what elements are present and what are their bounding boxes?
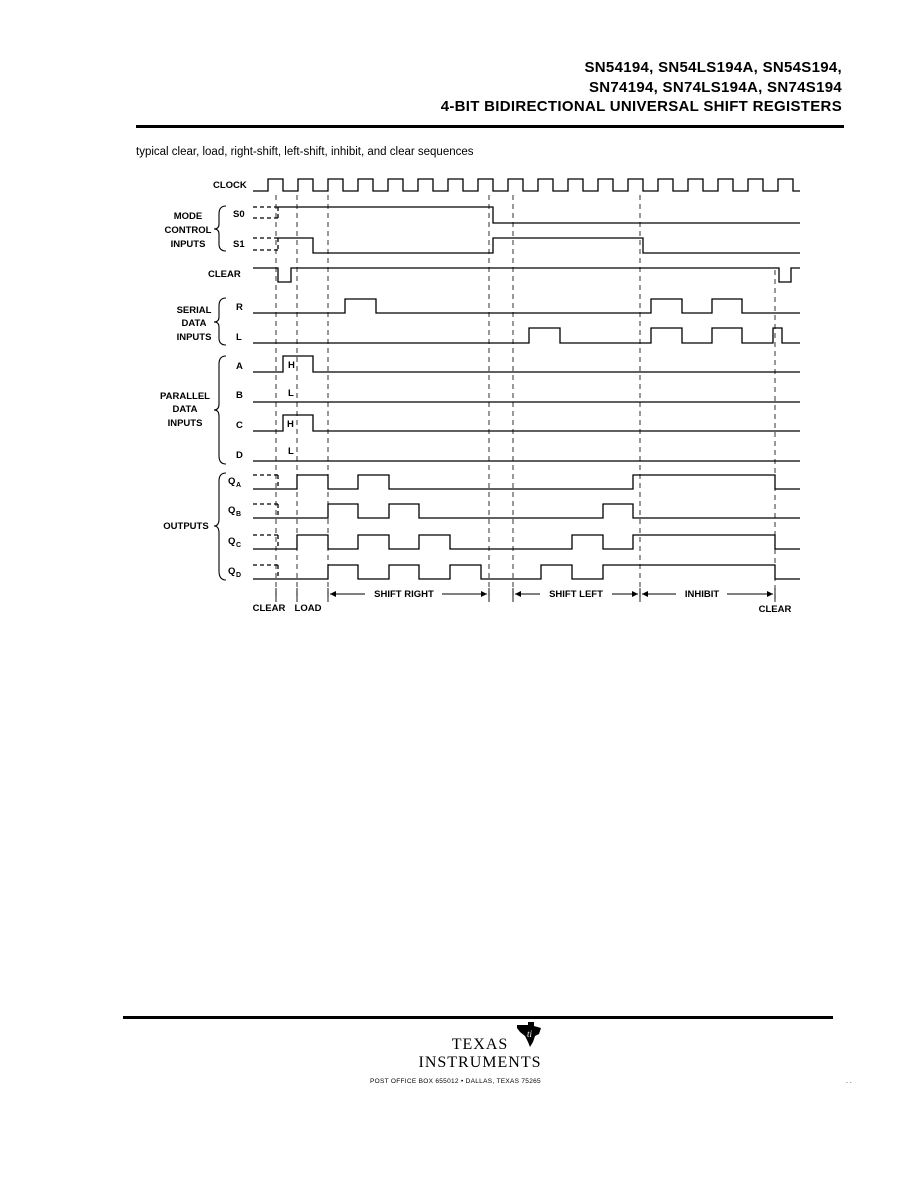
s0-dontcare (253, 207, 278, 218)
group-mode-line1: MODE (173, 211, 203, 222)
qb-label: Q (228, 505, 236, 516)
qb-waveform (253, 504, 800, 518)
header-line-1: SN54194, SN54LS194A, SN54S194, (584, 59, 842, 76)
clear-label: CLEAR (208, 269, 241, 280)
phase-clear-2: CLEAR (758, 604, 792, 615)
s1-label: S1 (233, 239, 245, 250)
timing-markers (276, 195, 775, 600)
serial-r-waveform (253, 299, 800, 313)
qc-waveform (253, 535, 800, 549)
header-title: 4-BIT BIDIRECTIONAL UNIVERSAL SHIFT REGISTERS (440, 98, 842, 115)
par-b-label: B (236, 390, 243, 401)
group-mode-line2: CONTROL (164, 225, 212, 236)
s0-label: S0 (233, 209, 245, 220)
phase-inhibit: INHIBIT (684, 589, 720, 600)
serial-l-label: L (236, 332, 242, 343)
qa-waveform (253, 475, 800, 489)
qb-dontcare (253, 504, 278, 518)
par-c-high-mark: H (287, 419, 294, 430)
qd-dontcare (253, 565, 278, 579)
qc-sub: C (236, 542, 242, 549)
par-d-low-mark: L (288, 446, 294, 457)
s1-dontcare (253, 238, 278, 250)
group-serial-line1: SERIAL (176, 305, 212, 316)
bottom-rule (123, 1016, 833, 1019)
group-serial-line3: INPUTS (176, 332, 212, 343)
qd-label: Q (228, 566, 236, 577)
phase-shift-left: SHIFT LEFT (549, 589, 603, 600)
group-parallel-line2: DATA (172, 404, 198, 415)
s1-waveform (278, 238, 800, 253)
serial-r-label: R (236, 302, 243, 313)
qa-dontcare (253, 475, 278, 489)
par-a-high-mark: H (288, 360, 295, 371)
diagram-caption: typical clear, load, right-shift, left-shift, inhibit, and clear sequences (136, 146, 474, 158)
group-outputs: OUTPUTS (163, 521, 209, 532)
par-c-label: C (236, 420, 243, 431)
logo-line-texas: TEXAS (451, 1036, 509, 1053)
svg-text:ti: ti (527, 1029, 533, 1039)
group-brackets (214, 206, 226, 580)
ti-logo-icon (514, 1022, 544, 1048)
par-a-label: A (236, 361, 243, 372)
clear-waveform (253, 268, 800, 282)
corner-mark: . . (846, 1078, 852, 1085)
phase-load: LOAD (294, 603, 322, 614)
par-d-label: D (236, 450, 243, 461)
footer-address: POST OFFICE BOX 655012 • DALLAS, TEXAS 75265 (370, 1078, 541, 1085)
group-parallel-line3: INPUTS (167, 418, 203, 429)
group-serial-line2: DATA (181, 318, 207, 329)
phase-shift-right: SHIFT RIGHT (374, 589, 434, 600)
par-a-waveform (253, 356, 800, 372)
header-line-2: SN74194, SN74LS194A, SN74S194 (588, 79, 842, 96)
clock-label: CLOCK (213, 180, 247, 191)
s0-waveform (278, 207, 800, 223)
clock-waveform (253, 179, 800, 191)
qc-dontcare (253, 535, 278, 549)
par-c-waveform (253, 415, 800, 431)
serial-l-waveform (253, 328, 800, 343)
qb-sub: B (236, 511, 242, 518)
phase-clear-1: CLEAR (252, 603, 286, 614)
qd-sub: D (236, 572, 242, 579)
group-mode-line3: INPUTS (170, 239, 206, 250)
group-parallel-line1: PARALLEL (160, 391, 210, 402)
par-b-low-mark: L (288, 388, 294, 399)
qa-sub: A (236, 482, 242, 489)
qd-waveform (253, 565, 800, 579)
qa-label: Q (228, 476, 236, 487)
logo-line-instruments: INSTRUMENTS (418, 1054, 542, 1071)
qc-label: Q (228, 536, 236, 547)
